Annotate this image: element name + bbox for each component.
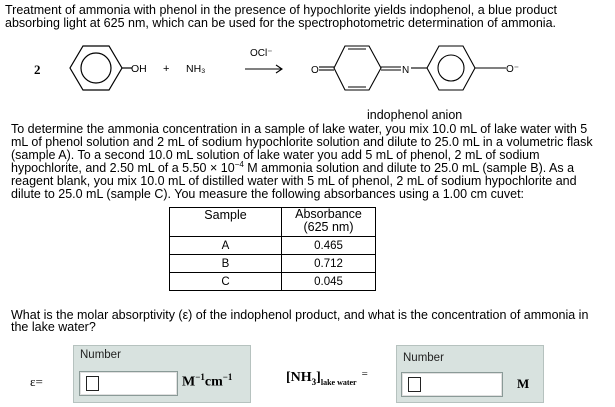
product-name: indophenol anion (367, 108, 463, 122)
table-header-row (170, 208, 376, 237)
number-label: Number (80, 349, 121, 361)
quinone-ring (319, 46, 401, 90)
table-row (170, 273, 376, 291)
reaction-arrow (245, 65, 282, 73)
absorbance-cell: 0.045 (282, 273, 376, 291)
nitrogen-label: N (402, 65, 410, 76)
absorbance-header: Absorbance (625 nm) (282, 208, 376, 237)
number-label: Number (403, 352, 444, 364)
absorbance-cell: 0.465 (282, 237, 376, 255)
phenol-ring (70, 46, 132, 90)
nh3-concentration-label: $[NH_3]_{lake water}^=$ (286, 368, 368, 387)
sample-header: Sample (170, 208, 282, 237)
phenolate-ring (411, 46, 506, 90)
absorbance-cell: 0.712 (282, 255, 376, 273)
nh3-reactant: NH₃ (186, 63, 206, 75)
absorbance-table (169, 207, 376, 291)
coefficient-label: 2 (34, 62, 41, 77)
epsilon-label: ε= (30, 374, 43, 389)
epsilon-unit: $M^{-1}cm^{-1}$ (182, 372, 233, 390)
nh3-answer-box (396, 345, 544, 403)
procedure-paragraph (11, 123, 607, 201)
oxygen-left-label: O (311, 65, 319, 76)
reagent-label: OCl⁻ (250, 48, 273, 59)
epsilon-input[interactable] (79, 371, 178, 396)
nh3-concentration-input[interactable] (401, 372, 503, 397)
sample-cell: C (170, 273, 282, 291)
plus-sign: + (163, 63, 170, 75)
oxygen-right-label: O⁻ (506, 64, 520, 75)
table-row (170, 237, 376, 255)
table-row (170, 255, 376, 273)
cursor-icon (408, 377, 421, 392)
sample-cell: A (170, 237, 282, 255)
procedure-exponent: −4 (234, 159, 244, 169)
nh3-unit: M (517, 376, 530, 391)
procedure-text-1: To determine the ammonia concentration in a sample of lake water, you mix 10.0 mL of lake water with 5 mL of phenol solution and 2 mL of sodium hypochlorite solution and dilute to 25.0 mL in a volumetric flask (sample A). To a second 10.0 mL solution of lake water you add 5 mL of phenol, 2 mL of sodium hypochlorite, and 2.50 mL of a 5.50 × 10 (11, 122, 593, 175)
cursor-icon (86, 376, 99, 391)
oh-label: OH (131, 63, 147, 75)
procedure-text-2: M ammonia solution and dilute to 25.0 mL (sample B). As a reagent blank, you mix 10.0 mL of distilled water with 5 mL of phenol, 2 mL of sodium hypochlorite and dilute to 25.0 mL (sample C). You measure the following absorbances using a 1.00 cm cuvet: (11, 161, 577, 201)
intro-text: Treatment of ammonia with phenol in the presence of hypochlorite yields indophenol, a blue product absorbing light at 625 nm, which can be used for the spectrophotometric determination of ammonia. (5, 3, 557, 30)
sample-cell: B (170, 255, 282, 273)
question-text: What is the molar absorptivity (ε) of the indophenol product, and what is the concentration of ammonia in the lake water? (11, 308, 589, 334)
reaction-scheme (0, 34, 615, 106)
